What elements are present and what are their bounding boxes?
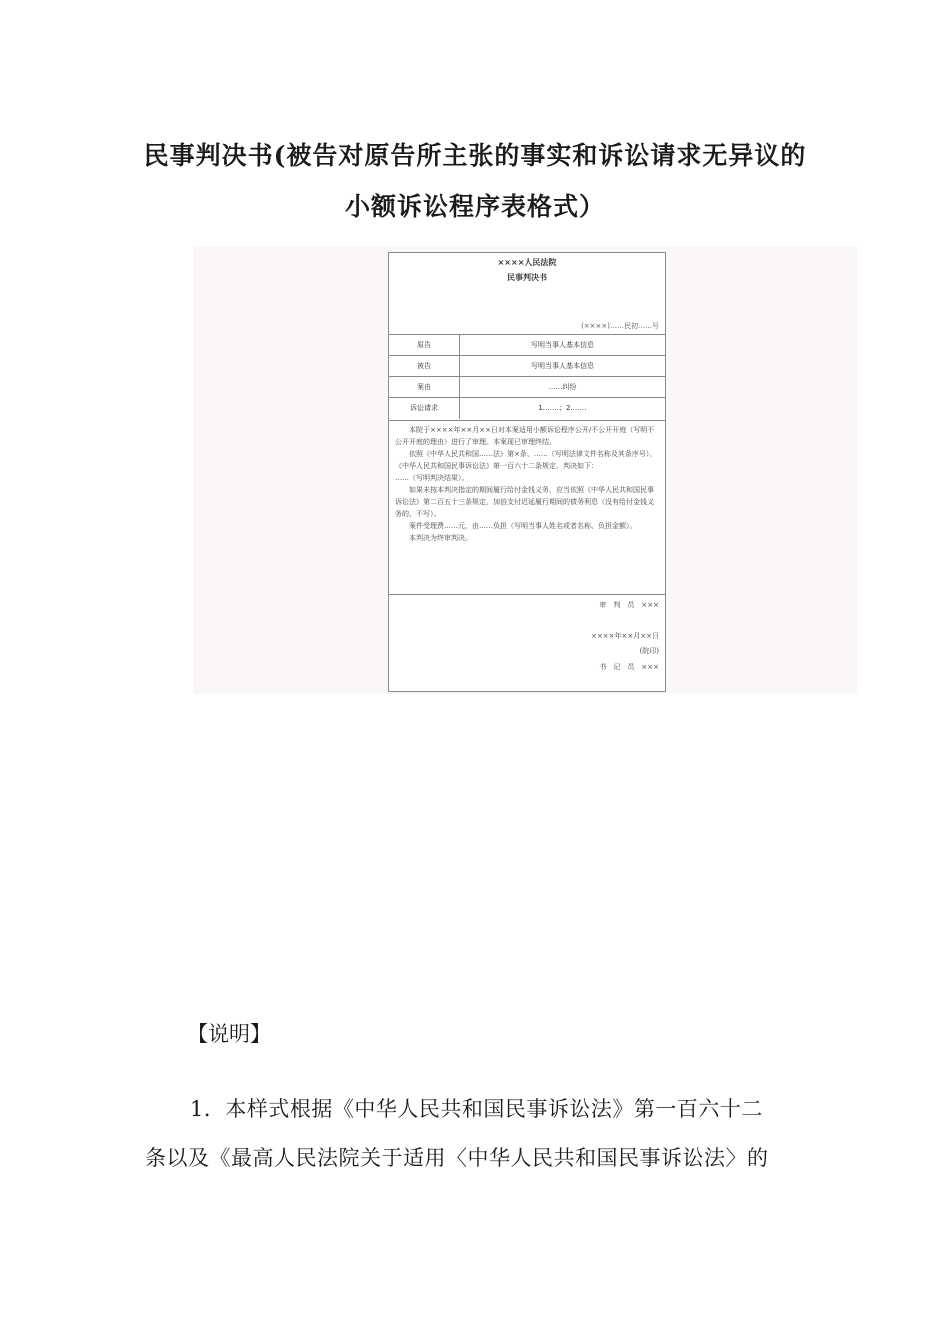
form-row-value: 写明当事人基本信息 (531, 341, 594, 349)
page-title-line-2: 小额诉讼程序表格式） (344, 192, 605, 221)
form-clerk: 书 记 员 ××× (599, 663, 659, 671)
form-body-paragraph: 如果未按本判决指定的期间履行给付金钱义务，应当依照《中华人民共和国民事诉讼法》第二百五十三条规定，加倍支付迟延履行期间的债务利息（没有给付金钱义务的，不写）。 (395, 486, 654, 518)
section-heading: 【说明】 (187, 1022, 271, 1046)
form-row-label: 原告 (389, 335, 460, 356)
form-case-number: (××××)……民初……号 (581, 322, 659, 330)
judgment-form-image (388, 252, 666, 692)
form-row-value: 1.……；2.…… (538, 404, 587, 412)
form-row-label: 案由 (389, 377, 460, 398)
form-row-plaintiff (389, 334, 665, 356)
form-body-paragraph: ……（写明判决结果）。 (395, 474, 469, 482)
form-row-label: 被告 (389, 356, 460, 377)
form-body-paragraph: 本判决为终审判决。 (409, 534, 472, 542)
form-body-paragraph: 依照《中华人民共和国……法》第×条、……（写明法律文件名称及其条序号）、《中华人民共和国民事诉讼法》第一百六十二条规定，判决如下： (395, 450, 657, 470)
form-row-label: 诉讼请求 (389, 398, 460, 419)
form-judge: 审 判 员 ××× (599, 601, 659, 609)
form-court-name: ××××人民法院 (497, 258, 557, 267)
form-row-claims (389, 397, 665, 419)
form-row-cause (389, 376, 665, 398)
form-body-paragraph: 本院于××××年××月××日对本案适用小额诉讼程序公开/不公开开庭（写明不公开开庭的理由）进行了审理。本案现已审理终结。 (395, 426, 655, 446)
form-body (389, 420, 665, 595)
form-doc-type: 民事判决书 (507, 273, 547, 282)
body-text-line-2: 条以及《最高人民法院关于适用〈中华人民共和国民事诉讼法〉的 (145, 1146, 769, 1170)
page-title-line-1: 民事判决书(被告对原告所主张的事实和诉讼请求无异议的 (143, 141, 807, 170)
form-date: ××××年××月××日 (591, 632, 659, 640)
body-text-line-1: 1．本样式根据《中华人民共和国民事诉讼法》第一百六十二 (190, 1097, 763, 1121)
form-seal: (院印) (639, 647, 659, 655)
form-row-defendant (389, 355, 665, 377)
form-row-value: ……纠纷 (548, 383, 577, 391)
form-body-paragraph: 案件受理费……元，由……负担（写明当事人姓名或者名称、负担金额）。 (409, 522, 637, 530)
form-row-value: 写明当事人基本信息 (531, 362, 594, 370)
